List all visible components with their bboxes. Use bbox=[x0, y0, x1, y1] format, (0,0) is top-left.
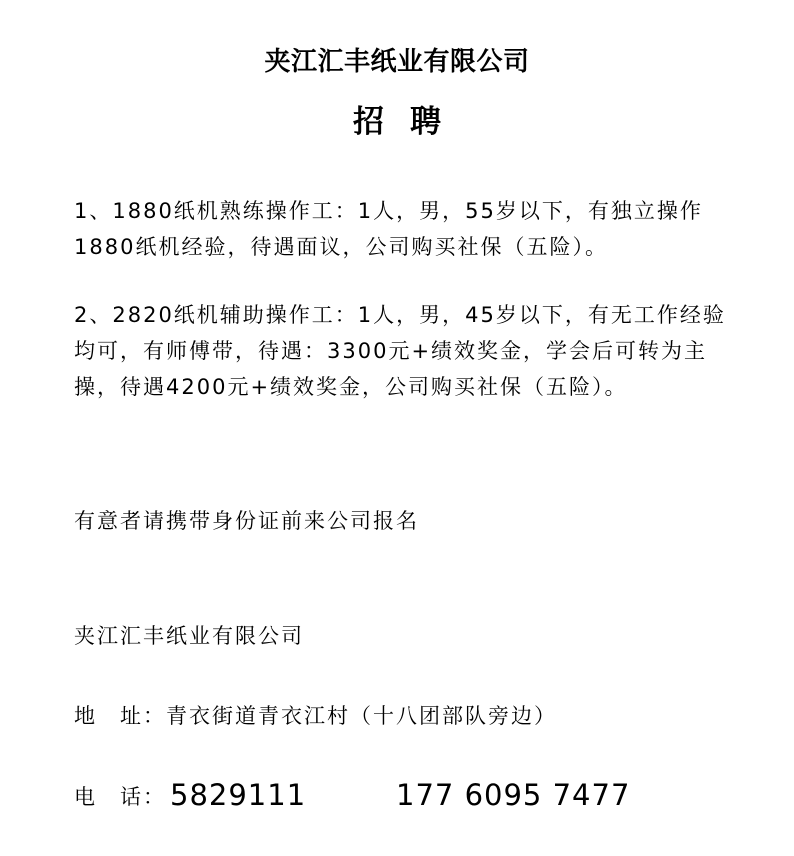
position-item: 2、2820纸机辅助操作工：1人，男，45岁以下，有无工作经验均可，有师傅带，待遇：3300元+绩效奖金，学会后可转为主操，待遇4200元+绩效奖金，公司购买社保（五险）。 bbox=[74, 303, 726, 399]
address-line: 地 址：青衣街道青衣江村（十八团部队旁边） bbox=[74, 704, 557, 728]
invitation-text: 有意者请携带身份证前来公司报名 bbox=[74, 509, 419, 533]
footer-company: 夹江汇丰纸业有限公司 bbox=[74, 624, 304, 648]
notice-title: 招聘 bbox=[353, 104, 467, 140]
phone-label: 电 话： bbox=[74, 785, 166, 809]
phone-number-mobile: 177 6095 7477 bbox=[396, 778, 631, 812]
phone-number-landline: 5829111 bbox=[170, 778, 307, 812]
company-title: 夹江汇丰纸业有限公司 bbox=[264, 47, 530, 77]
position-item: 1、1880纸机熟练操作工：1人，男，55岁以下，有独立操作1880纸机经验，待遇面议，公司购买社保（五险）。 bbox=[74, 199, 703, 259]
